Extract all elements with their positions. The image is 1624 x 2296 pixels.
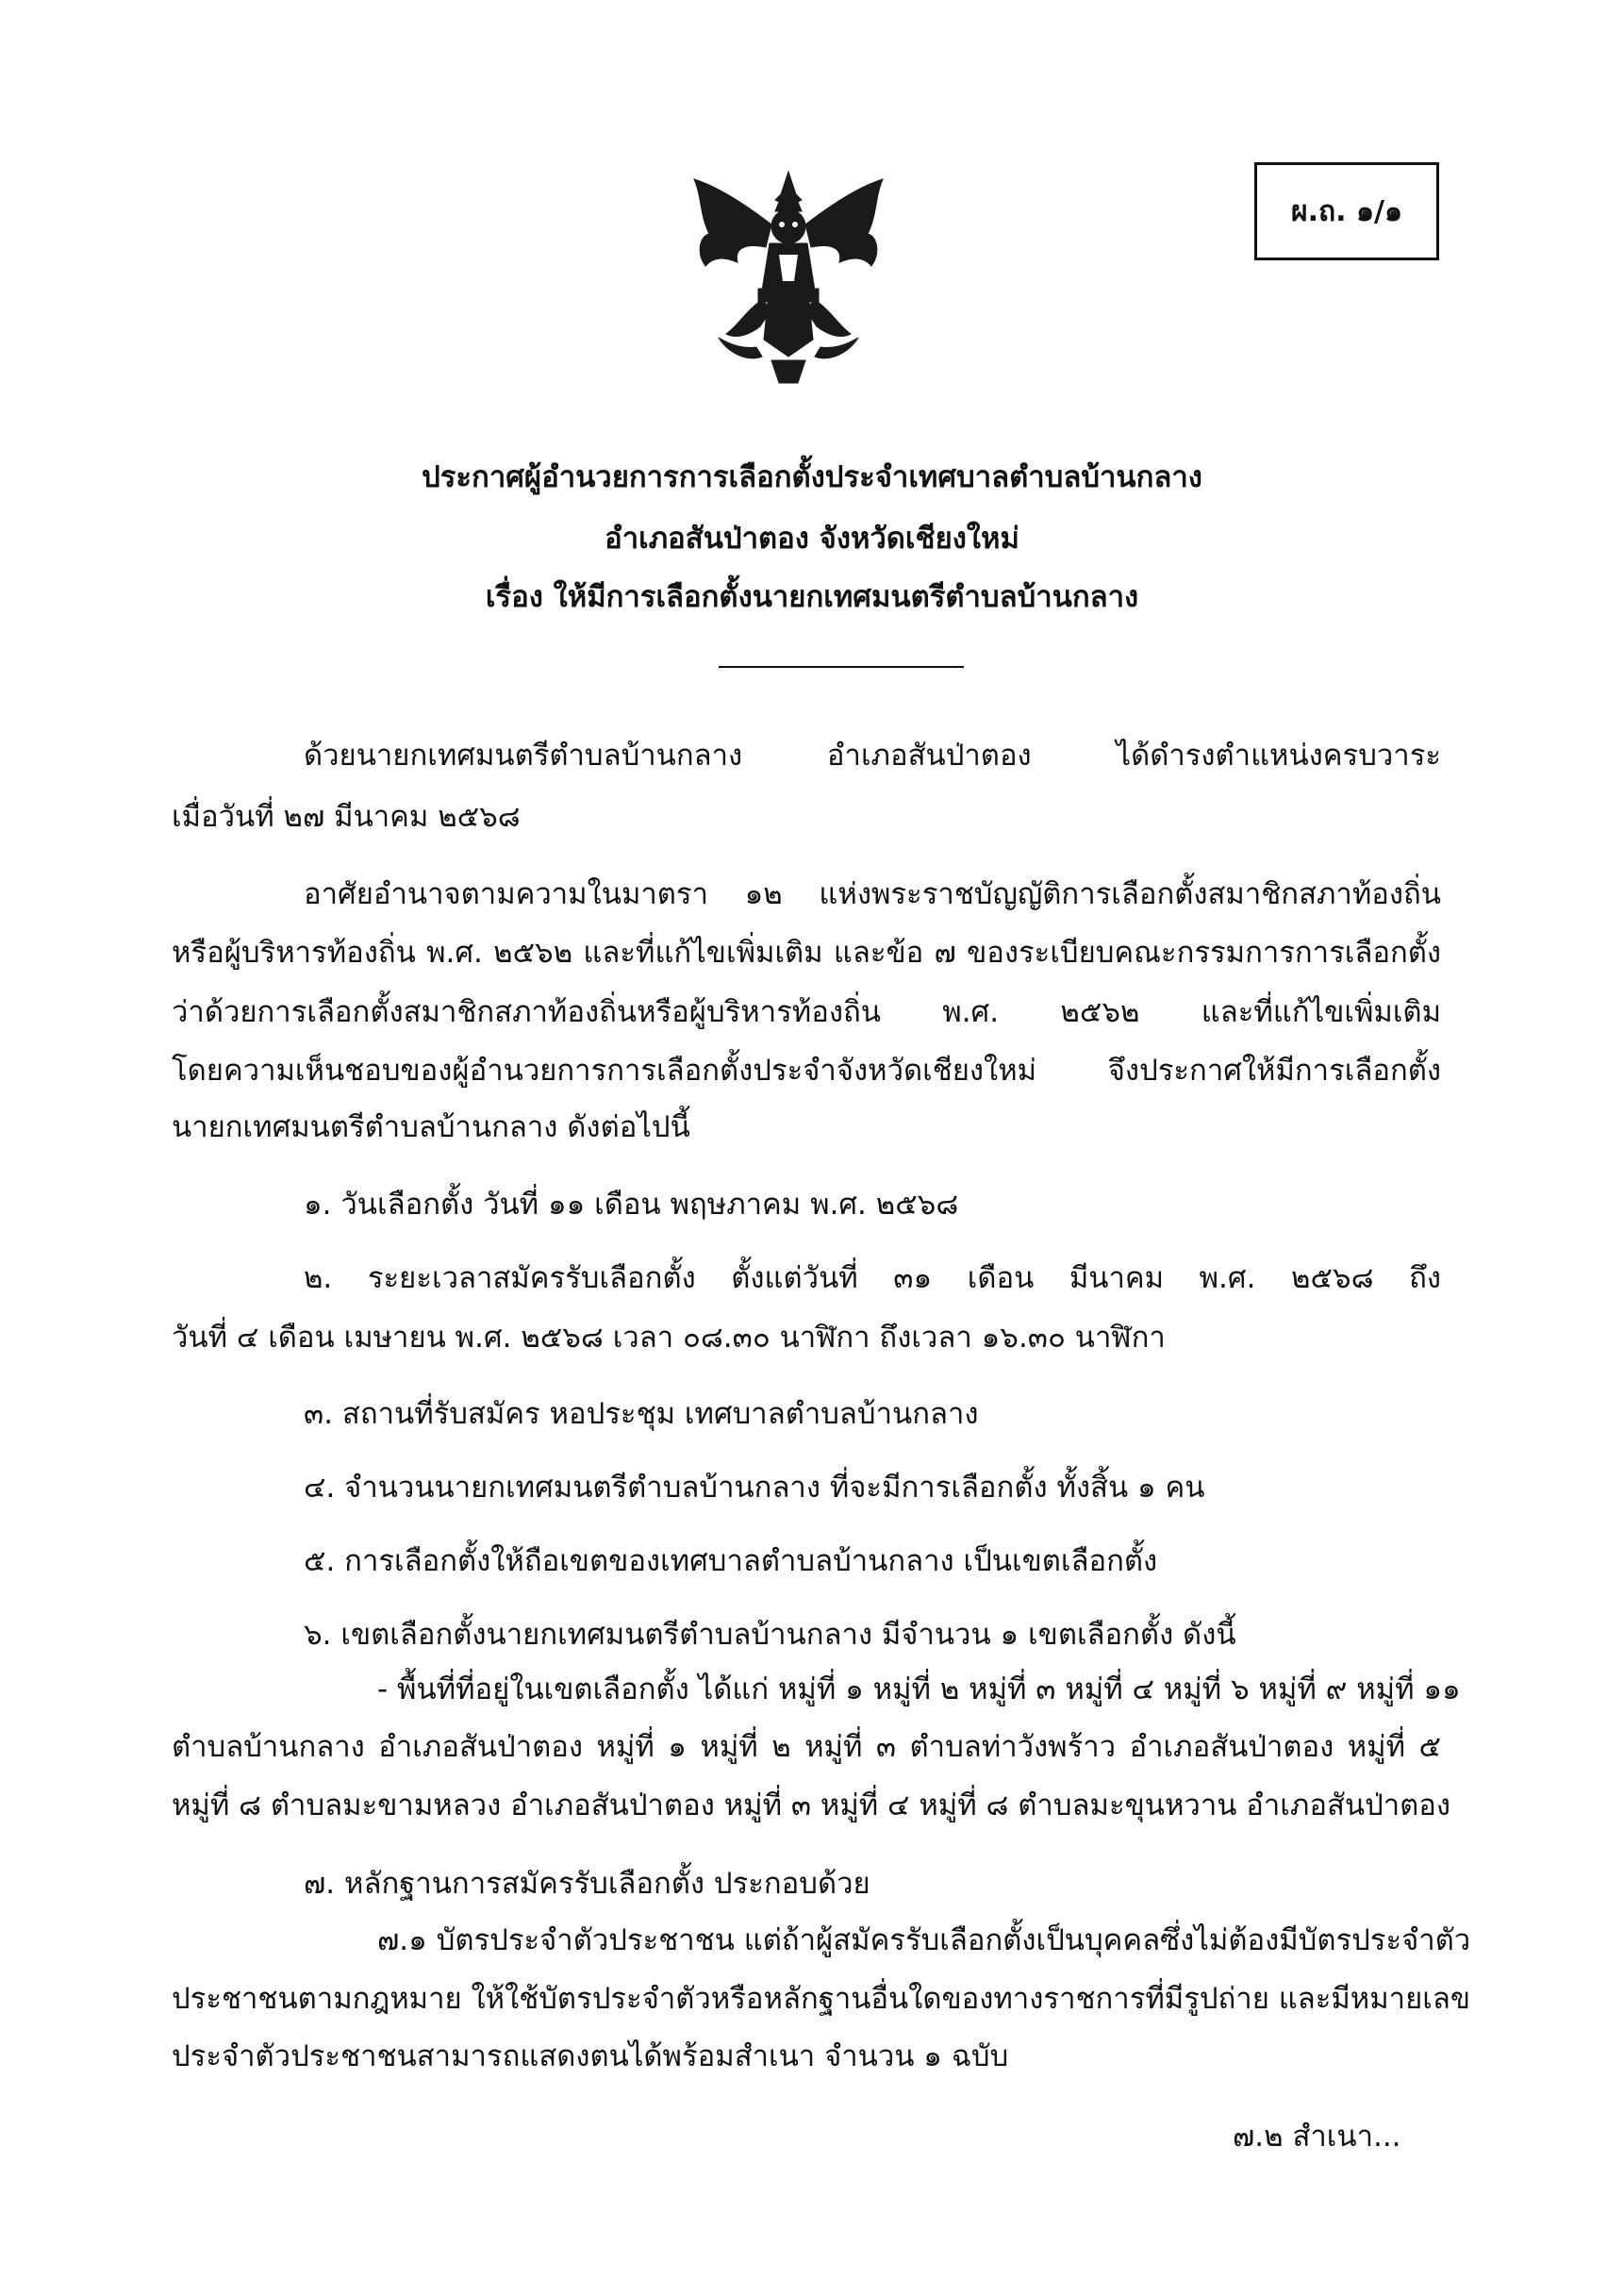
item-7-1-line-1: ๗.๑ บัตรประจำตัวประชาชน แต่ถ้าผู้สมัครรับเลือกตั้งเป็นบุคคลซึ่งไม่ต้องมีบัตรประจำตัว	[377, 1923, 1471, 1957]
form-code-box	[1254, 162, 1439, 260]
paragraph-2-line-3: ว่าด้วยการเลือกตั้งสมาชิกสภาท้องถิ่นหรือผู้บริหารท้องถิ่น พ.ศ. ๒๕๖๒ และที่แก้ไขเพิ่มเติม	[172, 995, 1441, 1029]
item-7-heading: ๗. หลักฐานการสมัครรับเลือกตั้ง ประกอบด้วย	[304, 1867, 870, 1901]
item-2-line-2: วันที่ ๔ เดือน เมษายน พ.ศ. ๒๕๖๘ เวลา ๐๘.๓๐ นาฬิกา ถึงเวลา ๑๖.๓๐ นาฬิกา	[172, 1321, 1166, 1355]
page-continuation: ๗.๒ สำเนา...	[1233, 2120, 1401, 2154]
title-divider	[719, 666, 964, 668]
item-6-line-3: ตำบลบ้านกลาง อำเภอสันป่าตอง หมู่ที่ ๑ หมู่ที่ ๒ หมู่ที่ ๓ ตำบลท่าวังพร้าว อำเภอสันป่าตอง หมู่ที่ ๕	[172, 1730, 1441, 1764]
title-line-1: ประกาศผู้อำนวยการการเลือกตั้งประจำเทศบาลตำบลบ้านกลาง	[422, 460, 1202, 494]
paragraph-2-line-5: นายกเทศมนตรีตำบลบ้านกลาง ดังต่อไปนี้	[172, 1110, 690, 1144]
paragraph-1-line-2: เมื่อวันที่ ๒๗ มีนาคม ๒๕๖๘	[172, 800, 521, 834]
item-2-line-1: ๒. ระยะเวลาสมัครรับเลือกตั้ง ตั้งแต่วันที่ ๓๑ เดือน มีนาคม พ.ศ. ๒๕๖๘ ถึง	[304, 1261, 1441, 1295]
item-6-line-1: ๖. เขตเลือกตั้งนายกเทศมนตรีตำบลบ้านกลาง มีจำนวน ๑ เขตเลือกตั้ง ดังนี้	[304, 1618, 1236, 1652]
item-6-line-2: - พื้นที่ที่อยู่ในเขตเลือกตั้ง ได้แก่ หมู่ที่ ๑ หมู่ที่ ๒ หมู่ที่ ๓ หมู่ที่ ๔ หมู่ที่ ๖ หมู่ที่ ๙ หมู่ที่ ๑๑	[377, 1672, 1461, 1706]
item-3: ๓. สถานที่รับสมัคร หอประชุม เทศบาลตำบลบ้านกลาง	[304, 1397, 979, 1431]
item-7-1-line-3: ประจำตัวประชาชนสามารถแสดงตนได้พร้อมสำเนา จำนวน ๑ ฉบับ	[172, 2039, 1009, 2073]
item-6-line-4: หมู่ที่ ๘ ตำบลมะขามหลวง อำเภอสันป่าตอง หมู่ที่ ๓ หมู่ที่ ๔ หมู่ที่ ๘ ตำบลมะขุนหวาน อำเภอสันป่าตอง	[172, 1789, 1451, 1822]
item-5: ๕. การเลือกตั้งให้ถือเขตของเทศบาลตำบลบ้านกลาง เป็นเขตเลือกตั้ง	[304, 1544, 1158, 1578]
item-1: ๑. วันเลือกตั้ง วันที่ ๑๑ เดือน พฤษภาคม พ.ศ. ๒๕๖๘	[304, 1188, 959, 1222]
paragraph-2-line-1: อาศัยอำนาจตามความในมาตรา ๑๒ แห่งพระราชบัญญัติการเลือกตั้งสมาชิกสภาท้องถิ่น	[304, 877, 1441, 911]
paragraph-2-line-4: โดยความเห็นชอบของผู้อำนวยการการเลือกตั้งประจำจังหวัดเชียงใหม่ จึงประกาศให้มีการเลือกตั้ง	[172, 1054, 1441, 1088]
title-line-2: อำเภอสันป่าตอง จังหวัดเชียงใหม่	[605, 522, 1019, 556]
paragraph-1-line-1: ด้วยนายกเทศมนตรีตำบลบ้านกลาง อำเภอสันป่าตอง ได้ดำรงตำแหน่งครบวาระ	[304, 739, 1441, 773]
title-line-3: เรื่อง ให้มีการเลือกตั้งนายกเทศมนตรีตำบลบ้านกลาง	[485, 580, 1139, 614]
garuda-emblem-icon	[681, 168, 896, 387]
form-code: ผ.ถ. ๑/๑	[1290, 194, 1403, 228]
item-7-1-line-2: ประชาชนตามกฎหมาย ให้ใช้บัตรประจำตัวหรือหลักฐานอื่นใดของทางราชการที่มีรูปถ่าย และมีหมายเลข	[172, 1982, 1471, 2016]
item-4: ๔. จำนวนนายกเทศมนตรีตำบลบ้านกลาง ที่จะมีการเลือกตั้ง ทั้งสิ้น ๑ คน	[304, 1471, 1205, 1505]
paragraph-2-line-2: หรือผู้บริหารท้องถิ่น พ.ศ. ๒๕๖๒ และที่แก้ไขเพิ่มเติม และข้อ ๗ ของระเบียบคณะกรรมการการเลือกตั้ง	[172, 936, 1441, 970]
